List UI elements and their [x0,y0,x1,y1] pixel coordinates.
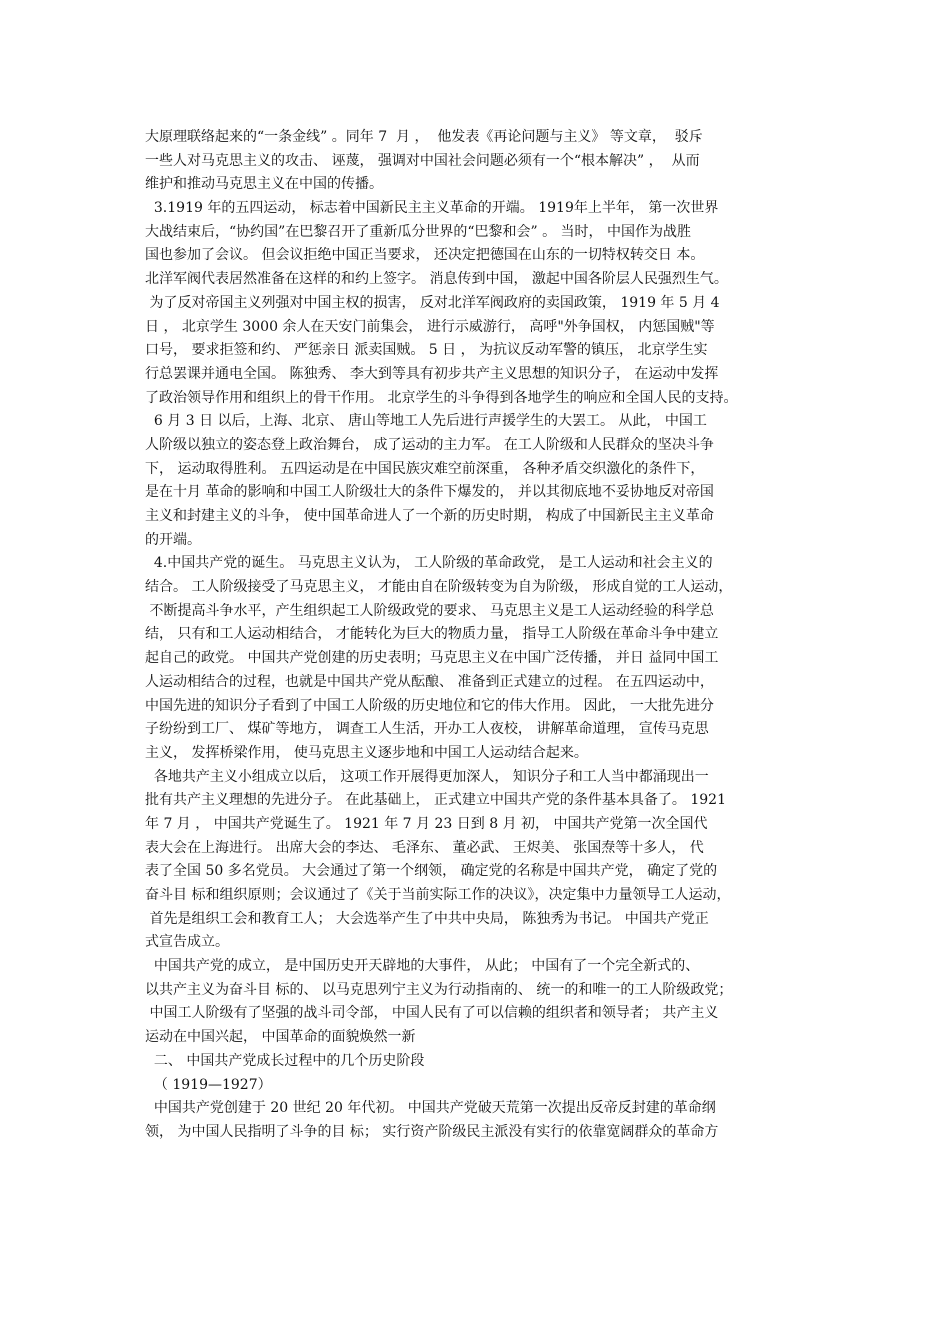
text-line: 中国先进的知识分子看到了中国工人阶级的历史地位和它的伟大作用。 因此， 一大批先进分 [145,697,714,714]
text-line: 大战结束后，“协约国”在巴黎召开了重新瓜分世界的“巴黎和会” 。 当时， 中国作为战胜 [145,223,691,240]
text-line: 年 7 月 ， 中国共产党诞生了。 1921 年 7 月 23 日到 8 月 初， 中国共产党第一次全国代 [145,815,708,832]
text-line: 子纷纷到工厂、 煤矿等地方， 调查工人生活，开办工人夜校， 讲解革命道理， 宣传马克思 [145,721,709,738]
text-line: 奋斗目 标和组织原则；会议通过了《关于当前实际工作的决议》，决定集中力量领导工人运动， [145,887,731,903]
text-line: 3.1919 年的五四运动， 标志着中国新民主主义革命的开端。 1919年上半年， 第一次世界 [145,200,719,217]
text-line: 中国共产党的成立， 是中国历史开天辟地的大事件， 从此； 中国有了一个完全新式的、 [145,958,700,975]
text-line: 运动在中国兴起， 中国革命的面貌焕然一新 [145,1029,416,1046]
text-line: 中国工人阶级有了坚强的战斗司令部， 中国人民有了可以信赖的组织者和领导者； 共产主义 [145,1005,719,1022]
period-label: （ 1919—1927） [145,1076,272,1093]
text-line: 北洋军阀代表居然准备在这样的和约上签字。 消息传到中国， 激起中国各阶层人民强烈生气。 [145,271,728,288]
text-line: 表大会在上海进行。 出席大会的李达、 毛泽东、 董必武、 王烬美、 张国焘等十多人， 代 [145,839,704,856]
text-line: 人阶级以独立的姿态登上政治舞台， 成了运动的主力军。 在工人阶级和人民群众的坚决斗争 [145,436,714,453]
text-line: 批有共产主义理想的先进分子。 在此基础上， 正式建立中国共产党的条件基本具备了。 1921 [145,792,726,809]
text-line: 起自己的政党。 中国共产党创建的历史表明；马克思主义在中国广泛传播， 并日 益同中国工 [145,650,719,667]
text-line: 以共产主义为奋斗目 标的、 以马克思列宁主义为行动指南的、 统一的和唯一的工人阶级政党； [145,981,733,998]
text-line: 不断提高斗争水平，产生组织起工人阶级政党的要求、 马克思主义是工人运动经验的科学总 [145,602,714,619]
text-line: 各地共产主义小组成立以后， 这项工作开展得更加深人， 知识分子和工人当中都涌现出一 [145,768,709,785]
text-line: 日 ， 北京学生 3000 余人在天安门前集会， 进行示威游行， 高呼"外争国权， 内惩国贼"等 [145,318,715,335]
text-line: 领， 为中国人民指明了斗争的目 标； 实行资产阶级民主派没有实行的依靠宽阔群众的革命方 [145,1123,719,1140]
text-line: 6 月 3 日 以后，上海、北京、 唐山等地工人先后进行声援学生的大罢工。 从此， 中国工 [145,413,707,430]
text-line: 人运动相结合的过程，也就是中国共产党从酝酿、 准备到正式建立的过程。 在五四运动中， [145,673,714,690]
text-line: 式宣告成立。 [145,934,229,951]
text-line: 为了反对帝国主义列强对中国主权的损害， 反对北洋军阀政府的卖国政策， 1919 年 5 月 4 [145,294,720,311]
text-line: 一些人对马克思主义的攻击、 诬蔑， 强调对中国社会问题必须有一个“根本解决” ， 从而 [145,152,700,169]
text-line: 主义和封建主义的斗争， 使中国革命进人了一个新的历史时期， 构成了中国新民主主义革命 [145,508,714,524]
text-line: 是在十月 革命的影响和中国工人阶级壮大的条件下爆发的， 并以其彻底地不妥协地反对帝国 [145,484,714,501]
text-line: 大原理联络起来的“一条金线” 。同年 7 月 ， 他发表《再论问题与主义》 等文章， 驳斥 [145,129,703,145]
text-line: 结合。 工人阶级接受了马克思主义， 才能由自在阶级转变为自为阶级， 形成自觉的工人运动， [145,579,733,596]
text-line: 口号， 要求拒签和约、 严惩亲日 派卖国贼。 5 日 ， 为抗议反动军警的镇压， 北京学生实 [145,342,708,359]
text-line: 中国共产党创建于 20 世纪 20 年代初。 中国共产党破天荒第一次提出反帝反封建的革命纲 [145,1100,716,1117]
text-line: 4.中国共产党的诞生。 马克思主义认为， 工人阶级的革命政党， 是工人运动和社会主义的 [145,555,713,572]
text-line: 下， 运动取得胜利。 五四运动是在中国民族灾难空前深重， 各种矛盾交织激化的条件下， [145,460,705,477]
text-line: 表了全国 50 多名党员。 大会通过了第一个纲领， 确定党的名称是中国共产党， 确定了党的 [145,863,718,880]
text-line: 首先是组织工会和教育工人； 大会选举产生了中共中央局， 陈独秀为书记。 中国共产党正 [145,910,709,927]
text-line: 维护和推动马克思主义在中国的传播。 [145,176,383,193]
text-line: 行总罢课并通电全国。 陈独秀、 李大到等具有初步共产主义思想的知识分子， 在运动中发挥 [145,365,719,382]
text-line: 结， 只有和工人运动相结合， 才能转化为巨大的物质力量， 指导工人阶级在革命斗争中建立 [145,626,719,643]
document-body [145,126,813,1145]
text-line: 了政治领导作用和组织上的骨干作用。 北京学生的斗争得到各地学生的响应和全国人民的支持。 [145,389,738,406]
text-line: 的开端。 [145,531,201,548]
text-line: 国也参加了会议。 但会议拒绝中国正当要求， 还决定把德国在山东的一切特权转交日 本。 [145,247,705,264]
section-heading: 二、 中国共产党成长过程中的几个历史阶段 [145,1052,425,1069]
text-line: 主义， 发挥桥梁作用， 使马克思主义逐步地和中国工人运动结合起来。 [145,744,588,761]
